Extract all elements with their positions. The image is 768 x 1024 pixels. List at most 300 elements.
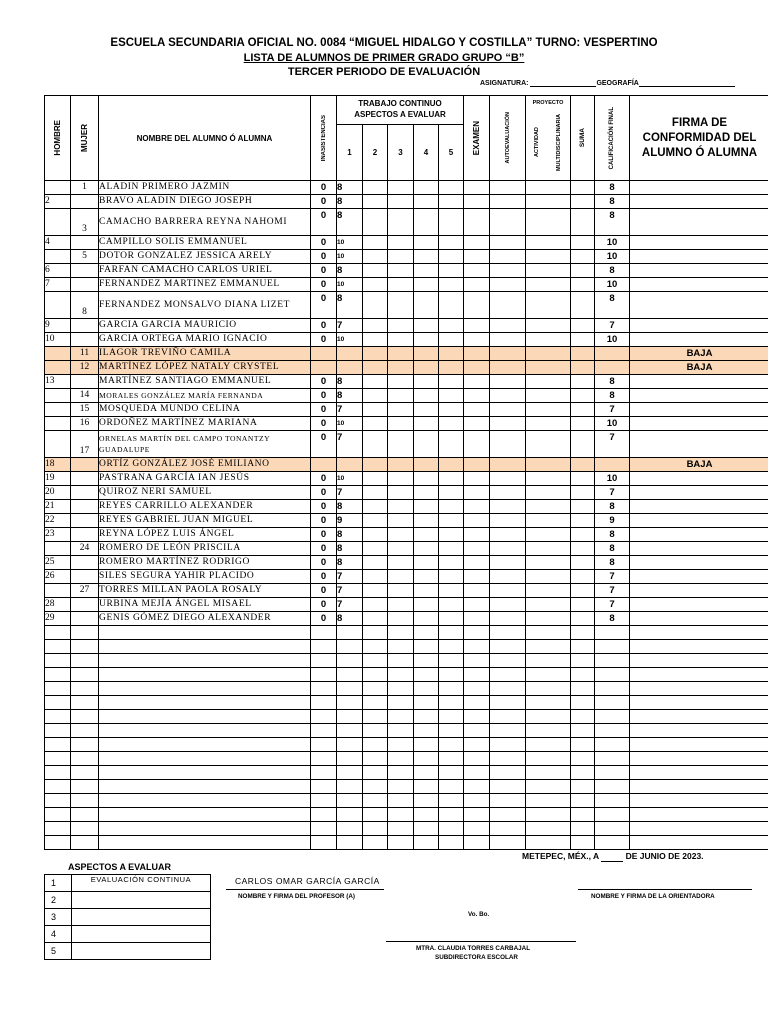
empty-cell bbox=[414, 640, 439, 654]
empty-cell bbox=[439, 738, 464, 752]
aspect-3-value bbox=[388, 278, 414, 292]
period-title: TERCER PERIODO DE EVALUACIÓN bbox=[287, 66, 481, 78]
autoevaluacion-value bbox=[490, 250, 526, 264]
firma-cell bbox=[630, 417, 768, 431]
hombre-number: 26 bbox=[45, 570, 71, 584]
aspect-4-value bbox=[414, 333, 439, 347]
inasistencias-value bbox=[311, 458, 337, 472]
aspect-5-value bbox=[439, 528, 464, 542]
empty-cell bbox=[595, 668, 630, 682]
table-row bbox=[45, 292, 768, 319]
empty-cell bbox=[595, 710, 630, 724]
empty-cell bbox=[388, 822, 414, 836]
aspect-4-value bbox=[414, 584, 439, 598]
firma-cell bbox=[630, 209, 768, 236]
proyecto-value bbox=[526, 236, 571, 250]
aspect-1-value: 7 bbox=[337, 570, 363, 584]
hombre-number bbox=[45, 403, 71, 417]
aspect-1-value: 8 bbox=[337, 612, 363, 626]
table-row bbox=[45, 236, 768, 250]
empty-cell bbox=[526, 738, 571, 752]
empty-cell bbox=[630, 682, 768, 696]
mujer-number bbox=[71, 598, 99, 612]
aspect-5-value bbox=[439, 236, 464, 250]
empty-cell bbox=[337, 710, 363, 724]
proyecto-value bbox=[526, 612, 571, 626]
examen-value bbox=[464, 417, 490, 431]
student-name: REYNA LÓPEZ LUIS ÁNGEL bbox=[99, 528, 311, 542]
suma-value bbox=[571, 542, 595, 556]
empty-cell bbox=[414, 794, 439, 808]
empty-cell bbox=[337, 738, 363, 752]
student-name: ORTÍZ GONZÁLEZ JOSÉ EMILIANO bbox=[99, 458, 311, 472]
empty-cell bbox=[337, 766, 363, 780]
firma-cell bbox=[630, 431, 768, 458]
empty-cell bbox=[526, 794, 571, 808]
empty-cell bbox=[571, 808, 595, 822]
aspect-5-value bbox=[439, 598, 464, 612]
date-suffix: DE JUNIO DE 2023. bbox=[625, 851, 704, 861]
aspect-5-value bbox=[439, 181, 464, 195]
empty-cell bbox=[595, 738, 630, 752]
table-row bbox=[45, 403, 768, 417]
proyecto-value bbox=[526, 486, 571, 500]
empty-cell bbox=[311, 738, 337, 752]
firma-cell bbox=[630, 584, 768, 598]
empty-cell bbox=[45, 836, 71, 850]
aspect-1-value: 8 bbox=[337, 375, 363, 389]
examen-value bbox=[464, 500, 490, 514]
empty-cell bbox=[311, 766, 337, 780]
examen-value bbox=[464, 333, 490, 347]
aspecto-number: 2 bbox=[45, 892, 72, 909]
empty-cell bbox=[99, 710, 311, 724]
student-name: ORDOÑEZ MARTÍNEZ MARIANA bbox=[99, 417, 311, 431]
proyecto-value bbox=[526, 292, 571, 319]
mujer-number bbox=[71, 472, 99, 486]
hombre-number: 13 bbox=[45, 375, 71, 389]
empty-cell bbox=[45, 766, 71, 780]
empty-cell bbox=[99, 724, 311, 738]
student-name: DOTOR GONZALEZ JESSICA ARELY bbox=[99, 250, 311, 264]
empty-cell bbox=[630, 668, 768, 682]
aspect-2-value bbox=[363, 584, 388, 598]
empty-cell bbox=[526, 710, 571, 724]
student-name: QUIROZ NERI SAMUEL bbox=[99, 486, 311, 500]
aspect-3-value bbox=[388, 528, 414, 542]
empty-cell bbox=[571, 822, 595, 836]
suma-value bbox=[571, 556, 595, 570]
aspecto-number: 5 bbox=[45, 943, 72, 960]
aspect-4-value bbox=[414, 556, 439, 570]
empty-cell bbox=[311, 682, 337, 696]
examen-value bbox=[464, 278, 490, 292]
empty-cell bbox=[630, 780, 768, 794]
aspect-4-value bbox=[414, 570, 439, 584]
empty-cell bbox=[337, 654, 363, 668]
vobo-label: Vo. Bo. bbox=[468, 911, 490, 918]
examen-value bbox=[464, 514, 490, 528]
calificacion-final-value: 10 bbox=[595, 278, 630, 292]
inasistencias-value: 0 bbox=[311, 431, 337, 458]
empty-cell bbox=[630, 696, 768, 710]
asignatura-value: GEOGRAFÍA bbox=[596, 80, 639, 87]
empty-row bbox=[45, 836, 768, 850]
examen-value bbox=[464, 209, 490, 236]
empty-cell bbox=[337, 836, 363, 850]
mujer-number: 15 bbox=[71, 403, 99, 417]
empty-cell bbox=[490, 766, 526, 780]
proyecto-value bbox=[526, 528, 571, 542]
empty-cell bbox=[337, 808, 363, 822]
suma-value bbox=[571, 347, 595, 361]
school-title: ESCUELA SECUNDARIA OFICIAL NO. 0084 “MIGUEL HIDALGO Y COSTILLA” TURNO: VESPERTINO bbox=[110, 37, 658, 49]
empty-cell bbox=[571, 696, 595, 710]
autoevaluacion-value bbox=[490, 472, 526, 486]
examen-value bbox=[464, 458, 490, 472]
empty-row bbox=[45, 766, 768, 780]
empty-cell bbox=[337, 822, 363, 836]
empty-cell bbox=[490, 836, 526, 850]
empty-row bbox=[45, 780, 768, 794]
hombre-number bbox=[45, 209, 71, 236]
student-name: MOSQUEDA MUNDO CELINA bbox=[99, 403, 311, 417]
empty-cell bbox=[464, 696, 490, 710]
empty-cell bbox=[464, 668, 490, 682]
col-suma: SUMA bbox=[571, 96, 595, 181]
aspect-5-value bbox=[439, 556, 464, 570]
proyecto-value bbox=[526, 209, 571, 236]
firma-cell bbox=[630, 292, 768, 319]
aspect-3-value bbox=[388, 181, 414, 195]
hombre-number: 23 bbox=[45, 528, 71, 542]
examen-value bbox=[464, 264, 490, 278]
autoevaluacion-value bbox=[490, 347, 526, 361]
aspect-3-value bbox=[388, 514, 414, 528]
empty-cell bbox=[45, 724, 71, 738]
inasistencias-value: 0 bbox=[311, 236, 337, 250]
aspect-3-value bbox=[388, 333, 414, 347]
empty-cell bbox=[71, 822, 99, 836]
empty-cell bbox=[311, 808, 337, 822]
empty-cell bbox=[99, 696, 311, 710]
calificacion-final-value bbox=[595, 458, 630, 472]
empty-cell bbox=[337, 668, 363, 682]
autoevaluacion-value bbox=[490, 612, 526, 626]
calificacion-final-value: 8 bbox=[595, 181, 630, 195]
empty-cell bbox=[571, 654, 595, 668]
empty-cell bbox=[337, 626, 363, 640]
proyecto-value bbox=[526, 347, 571, 361]
aspect-3-value bbox=[388, 542, 414, 556]
empty-cell bbox=[414, 766, 439, 780]
firma-cell bbox=[630, 264, 768, 278]
aspect-2-value bbox=[363, 347, 388, 361]
empty-cell bbox=[311, 696, 337, 710]
calificacion-final-value: 8 bbox=[595, 195, 630, 209]
empty-cell bbox=[388, 780, 414, 794]
mujer-number bbox=[71, 528, 99, 542]
calificacion-final-value bbox=[595, 347, 630, 361]
student-name: CAMPILLO SOLIS EMMANUEL bbox=[99, 236, 311, 250]
calificacion-final-value: 10 bbox=[595, 333, 630, 347]
autoevaluacion-value bbox=[490, 417, 526, 431]
firma-cell bbox=[630, 612, 768, 626]
aspect-1-value: 10 bbox=[337, 250, 363, 264]
aspect-3-value bbox=[388, 500, 414, 514]
col-inasistencias: INASISTENCIAS bbox=[311, 96, 337, 181]
examen-value bbox=[464, 347, 490, 361]
empty-cell bbox=[45, 738, 71, 752]
empty-row bbox=[45, 626, 768, 640]
inasistencias-value: 0 bbox=[311, 556, 337, 570]
subdirectora-signature-line bbox=[386, 941, 576, 942]
mujer-number bbox=[71, 375, 99, 389]
empty-cell bbox=[439, 696, 464, 710]
empty-cell bbox=[337, 794, 363, 808]
calificacion-final-value: 8 bbox=[595, 528, 630, 542]
aspect-2-value bbox=[363, 472, 388, 486]
proyecto-value bbox=[526, 389, 571, 403]
empty-cell bbox=[71, 668, 99, 682]
suma-value bbox=[571, 458, 595, 472]
inasistencias-value: 0 bbox=[311, 389, 337, 403]
empty-cell bbox=[526, 780, 571, 794]
table-row bbox=[45, 514, 768, 528]
empty-cell bbox=[99, 822, 311, 836]
empty-cell bbox=[388, 724, 414, 738]
empty-cell bbox=[571, 626, 595, 640]
aspect-4-value bbox=[414, 486, 439, 500]
empty-cell bbox=[363, 808, 388, 822]
student-name: ILAGOR TREVIÑO CAMILA bbox=[99, 347, 311, 361]
aspect-4-value bbox=[414, 472, 439, 486]
aspect-4-value bbox=[414, 514, 439, 528]
inasistencias-value: 0 bbox=[311, 292, 337, 319]
aspect-2-value bbox=[363, 361, 388, 375]
col-firma: FIRMA DE CONFORMIDAD DEL ALUMNO Ó ALUMNA bbox=[630, 96, 768, 181]
empty-cell bbox=[388, 710, 414, 724]
empty-cell bbox=[388, 640, 414, 654]
empty-cell bbox=[595, 696, 630, 710]
student-name: SILES SEGURA YAHIR PLACIDO bbox=[99, 570, 311, 584]
calificacion-final-value: 7 bbox=[595, 598, 630, 612]
suma-value bbox=[571, 514, 595, 528]
aspect-1-value: 8 bbox=[337, 500, 363, 514]
aspecto-number: 3 bbox=[45, 909, 72, 926]
firma-cell bbox=[630, 500, 768, 514]
autoevaluacion-value bbox=[490, 375, 526, 389]
student-name: CAMACHO BARRERA REYNA NAHOMI bbox=[99, 209, 311, 236]
mujer-number: 1 bbox=[71, 181, 99, 195]
empty-cell bbox=[388, 668, 414, 682]
proyecto-value bbox=[526, 278, 571, 292]
calificacion-final-value: 8 bbox=[595, 292, 630, 319]
autoevaluacion-value bbox=[490, 584, 526, 598]
empty-cell bbox=[363, 794, 388, 808]
empty-cell bbox=[71, 752, 99, 766]
empty-cell bbox=[388, 682, 414, 696]
empty-row bbox=[45, 654, 768, 668]
mujer-number bbox=[71, 514, 99, 528]
suma-value bbox=[571, 209, 595, 236]
student-name: REYES CARRILLO ALEXANDER bbox=[99, 500, 311, 514]
aspecto-text bbox=[72, 943, 211, 960]
empty-cell bbox=[414, 626, 439, 640]
table-row bbox=[45, 375, 768, 389]
empty-cell bbox=[414, 752, 439, 766]
aspect-1-value: 8 bbox=[337, 181, 363, 195]
empty-cell bbox=[571, 710, 595, 724]
autoevaluacion-value bbox=[490, 361, 526, 375]
col-trabajo-continuo: TRABAJO CONTINUO ASPECTOS A EVALUAR bbox=[337, 96, 464, 125]
col-hombre: HOMBRE bbox=[45, 96, 71, 181]
empty-cell bbox=[630, 710, 768, 724]
student-name: ROMERO MARTÍNEZ RODRIGO bbox=[99, 556, 311, 570]
empty-cell bbox=[71, 808, 99, 822]
empty-cell bbox=[595, 626, 630, 640]
firma-cell bbox=[630, 598, 768, 612]
empty-cell bbox=[595, 724, 630, 738]
inasistencias-value: 0 bbox=[311, 598, 337, 612]
aspect-5: 5 bbox=[439, 125, 464, 181]
aspect-1-value: 10 bbox=[337, 472, 363, 486]
aspect-3-value bbox=[388, 264, 414, 278]
suma-value bbox=[571, 431, 595, 458]
empty-cell bbox=[337, 724, 363, 738]
empty-cell bbox=[490, 682, 526, 696]
autoevaluacion-value bbox=[490, 514, 526, 528]
empty-cell bbox=[71, 724, 99, 738]
empty-cell bbox=[311, 822, 337, 836]
aspect-5-value bbox=[439, 458, 464, 472]
calificacion-final-value: 8 bbox=[595, 389, 630, 403]
aspect-3-value bbox=[388, 375, 414, 389]
aspect-5-value bbox=[439, 542, 464, 556]
empty-cell bbox=[630, 794, 768, 808]
examen-value bbox=[464, 612, 490, 626]
examen-value bbox=[464, 556, 490, 570]
date-line bbox=[522, 851, 704, 862]
asignatura-value-blank bbox=[639, 79, 735, 87]
aspect-2: 2 bbox=[363, 125, 388, 181]
aspect-3-value bbox=[388, 431, 414, 458]
table-row bbox=[45, 278, 768, 292]
empty-cell bbox=[71, 780, 99, 794]
aspect-2-value bbox=[363, 570, 388, 584]
proyecto-value bbox=[526, 361, 571, 375]
aspect-3-value bbox=[388, 195, 414, 209]
autoevaluacion-value bbox=[490, 278, 526, 292]
inasistencias-value: 0 bbox=[311, 403, 337, 417]
table-row bbox=[45, 556, 768, 570]
empty-cell bbox=[363, 682, 388, 696]
proyecto-value bbox=[526, 514, 571, 528]
proyecto-value bbox=[526, 500, 571, 514]
list-title: LISTA DE ALUMNOS DE PRIMER GRADO GRUPO “B” bbox=[243, 52, 525, 64]
empty-cell bbox=[71, 794, 99, 808]
empty-cell bbox=[490, 724, 526, 738]
empty-cell bbox=[439, 822, 464, 836]
empty-cell bbox=[337, 640, 363, 654]
proyecto-value bbox=[526, 570, 571, 584]
aspecto-row bbox=[45, 943, 211, 960]
empty-cell bbox=[71, 626, 99, 640]
empty-cell bbox=[526, 808, 571, 822]
hombre-number bbox=[45, 181, 71, 195]
proyecto-value bbox=[526, 375, 571, 389]
examen-value bbox=[464, 292, 490, 319]
empty-cell bbox=[45, 752, 71, 766]
table-row bbox=[45, 361, 768, 375]
empty-cell bbox=[99, 626, 311, 640]
firma-cell bbox=[630, 236, 768, 250]
aspect-2-value bbox=[363, 264, 388, 278]
profesor-caption: NOMBRE Y FIRMA DEL PROFESOR (A) bbox=[238, 893, 355, 900]
proyecto-value bbox=[526, 556, 571, 570]
empty-cell bbox=[439, 654, 464, 668]
hombre-number: 22 bbox=[45, 514, 71, 528]
aspect-5-value bbox=[439, 347, 464, 361]
examen-value bbox=[464, 361, 490, 375]
suma-value bbox=[571, 333, 595, 347]
calificacion-final-value: 7 bbox=[595, 431, 630, 458]
aspect-4-value bbox=[414, 236, 439, 250]
hombre-number: 10 bbox=[45, 333, 71, 347]
empty-cell bbox=[571, 724, 595, 738]
empty-cell bbox=[571, 668, 595, 682]
empty-cell bbox=[526, 836, 571, 850]
table-row bbox=[45, 472, 768, 486]
aspect-2-value bbox=[363, 500, 388, 514]
proyecto-value bbox=[526, 250, 571, 264]
aspect-4-value bbox=[414, 250, 439, 264]
aspect-2-value bbox=[363, 181, 388, 195]
empty-cell bbox=[595, 794, 630, 808]
autoevaluacion-value bbox=[490, 431, 526, 458]
empty-cell bbox=[490, 668, 526, 682]
aspect-5-value bbox=[439, 584, 464, 598]
aspect-5-value bbox=[439, 431, 464, 458]
empty-cell bbox=[571, 640, 595, 654]
calificacion-final-value: 8 bbox=[595, 500, 630, 514]
empty-cell bbox=[363, 738, 388, 752]
suma-value bbox=[571, 278, 595, 292]
student-name: TORRES MILLAN PAOLA ROSALY bbox=[99, 584, 311, 598]
mujer-number bbox=[71, 195, 99, 209]
aspect-2-value bbox=[363, 292, 388, 319]
inasistencias-value: 0 bbox=[311, 472, 337, 486]
empty-cell bbox=[490, 640, 526, 654]
hombre-number: 2 bbox=[45, 195, 71, 209]
inasistencias-value bbox=[311, 347, 337, 361]
firma-cell: BAJA bbox=[630, 361, 768, 375]
table-row bbox=[45, 389, 768, 403]
empty-cell bbox=[363, 822, 388, 836]
examen-value bbox=[464, 250, 490, 264]
examen-value bbox=[464, 472, 490, 486]
aspect-1-value: 8 bbox=[337, 389, 363, 403]
table-row bbox=[45, 528, 768, 542]
aspect-3-value bbox=[388, 361, 414, 375]
aspect-1-value: 7 bbox=[337, 486, 363, 500]
aspect-1-value: 10 bbox=[337, 333, 363, 347]
autoevaluacion-value bbox=[490, 264, 526, 278]
empty-cell bbox=[595, 822, 630, 836]
calificacion-final-value: 10 bbox=[595, 472, 630, 486]
aspecto-text bbox=[72, 909, 211, 926]
aspect-1: 1 bbox=[337, 125, 363, 181]
